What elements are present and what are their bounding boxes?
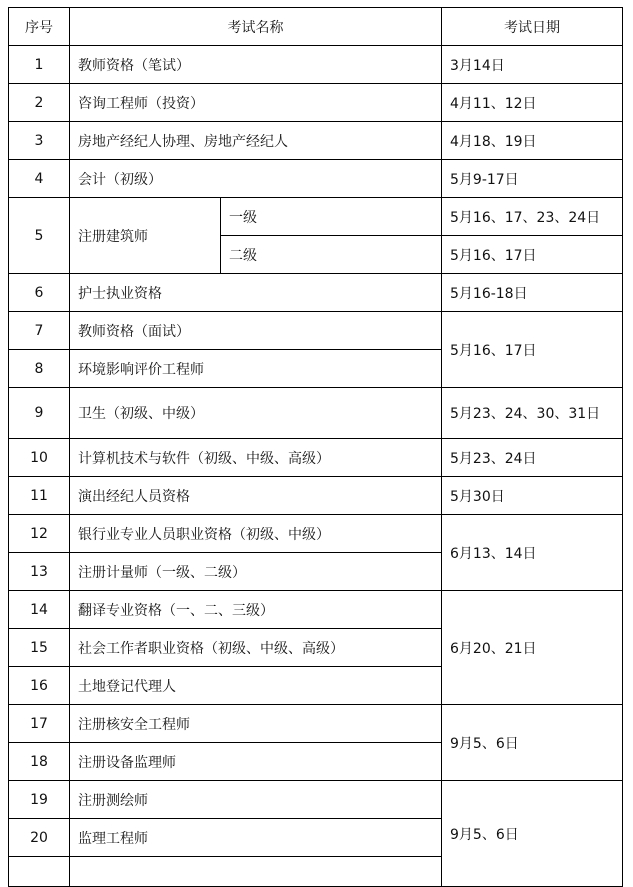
table-row xyxy=(9,274,623,312)
exam-date: 4月11、12日 xyxy=(442,84,623,122)
exam-date: 3月14日 xyxy=(442,46,623,84)
table-header-row xyxy=(9,8,623,46)
row-number: 4 xyxy=(9,160,70,198)
exam-schedule-table xyxy=(8,7,623,887)
exam-name: 演出经纪人员资格 xyxy=(70,477,442,515)
row-number: 6 xyxy=(9,274,70,312)
header-exam-date: 考试日期 xyxy=(442,8,623,46)
row-number: 17 xyxy=(9,705,70,743)
exam-date: 5月16、17日 xyxy=(442,312,623,388)
exam-date: 5月16、17日 xyxy=(442,236,623,274)
row-number: 10 xyxy=(9,439,70,477)
table-row xyxy=(9,160,623,198)
exam-sublevel: 二级 xyxy=(221,236,442,274)
exam-date: 6月20、21日 xyxy=(442,591,623,705)
exam-name: 房地产经纪人协理、房地产经纪人 xyxy=(70,122,442,160)
exam-name xyxy=(70,857,442,887)
table-row xyxy=(9,781,623,819)
exam-date: 9月5、6日 xyxy=(442,705,623,781)
exam-name: 注册测绘师 xyxy=(70,781,442,819)
exam-date: 5月23、24、30、31日 xyxy=(442,388,623,439)
row-number: 18 xyxy=(9,743,70,781)
exam-date: 4月18、19日 xyxy=(442,122,623,160)
exam-name: 教师资格（笔试） xyxy=(70,46,442,84)
table-row xyxy=(9,198,623,236)
exam-name: 卫生（初级、中级） xyxy=(70,388,442,439)
exam-name: 银行业专业人员职业资格（初级、中级） xyxy=(70,515,442,553)
row-number: 20 xyxy=(9,819,70,857)
exam-name: 注册计量师（一级、二级） xyxy=(70,553,442,591)
row-number: 9 xyxy=(9,388,70,439)
exam-date: 6月13、14日 xyxy=(442,515,623,591)
exam-date: 9月5、6日 xyxy=(442,781,623,887)
table-row xyxy=(9,705,623,743)
row-number: 14 xyxy=(9,591,70,629)
exam-date: 5月30日 xyxy=(442,477,623,515)
exam-date: 5月16、17、23、24日 xyxy=(442,198,623,236)
exam-sublevel: 一级 xyxy=(221,198,442,236)
row-number xyxy=(9,857,70,887)
exam-name: 社会工作者职业资格（初级、中级、高级） xyxy=(70,629,442,667)
exam-date: 5月9-17日 xyxy=(442,160,623,198)
exam-name: 注册核安全工程师 xyxy=(70,705,442,743)
table-row xyxy=(9,388,623,439)
exam-date: 5月23、24日 xyxy=(442,439,623,477)
row-number: 12 xyxy=(9,515,70,553)
exam-name: 翻译专业资格（一、二、三级） xyxy=(70,591,442,629)
exam-name: 护士执业资格 xyxy=(70,274,442,312)
exam-name: 环境影响评价工程师 xyxy=(70,350,442,388)
row-number: 16 xyxy=(9,667,70,705)
exam-name: 计算机技术与软件（初级、中级、高级） xyxy=(70,439,442,477)
exam-name: 注册建筑师 xyxy=(70,198,221,274)
table-row xyxy=(9,84,623,122)
exam-name: 土地登记代理人 xyxy=(70,667,442,705)
row-number: 5 xyxy=(9,198,70,274)
row-number: 13 xyxy=(9,553,70,591)
row-number: 2 xyxy=(9,84,70,122)
table-row xyxy=(9,515,623,553)
header-exam-name: 考试名称 xyxy=(70,8,442,46)
table-row xyxy=(9,439,623,477)
exam-name: 会计（初级） xyxy=(70,160,442,198)
row-number: 1 xyxy=(9,46,70,84)
exam-name: 咨询工程师（投资） xyxy=(70,84,442,122)
row-number: 3 xyxy=(9,122,70,160)
header-seq: 序号 xyxy=(9,8,70,46)
exam-name: 教师资格（面试） xyxy=(70,312,442,350)
row-number: 7 xyxy=(9,312,70,350)
exam-name: 监理工程师 xyxy=(70,819,442,857)
row-number: 11 xyxy=(9,477,70,515)
row-number: 15 xyxy=(9,629,70,667)
exam-date: 5月16-18日 xyxy=(442,274,623,312)
table-row xyxy=(9,122,623,160)
exam-name: 注册设备监理师 xyxy=(70,743,442,781)
table-row xyxy=(9,312,623,350)
row-number: 19 xyxy=(9,781,70,819)
table-row xyxy=(9,46,623,84)
table-row xyxy=(9,477,623,515)
row-number: 8 xyxy=(9,350,70,388)
table-row xyxy=(9,591,623,629)
